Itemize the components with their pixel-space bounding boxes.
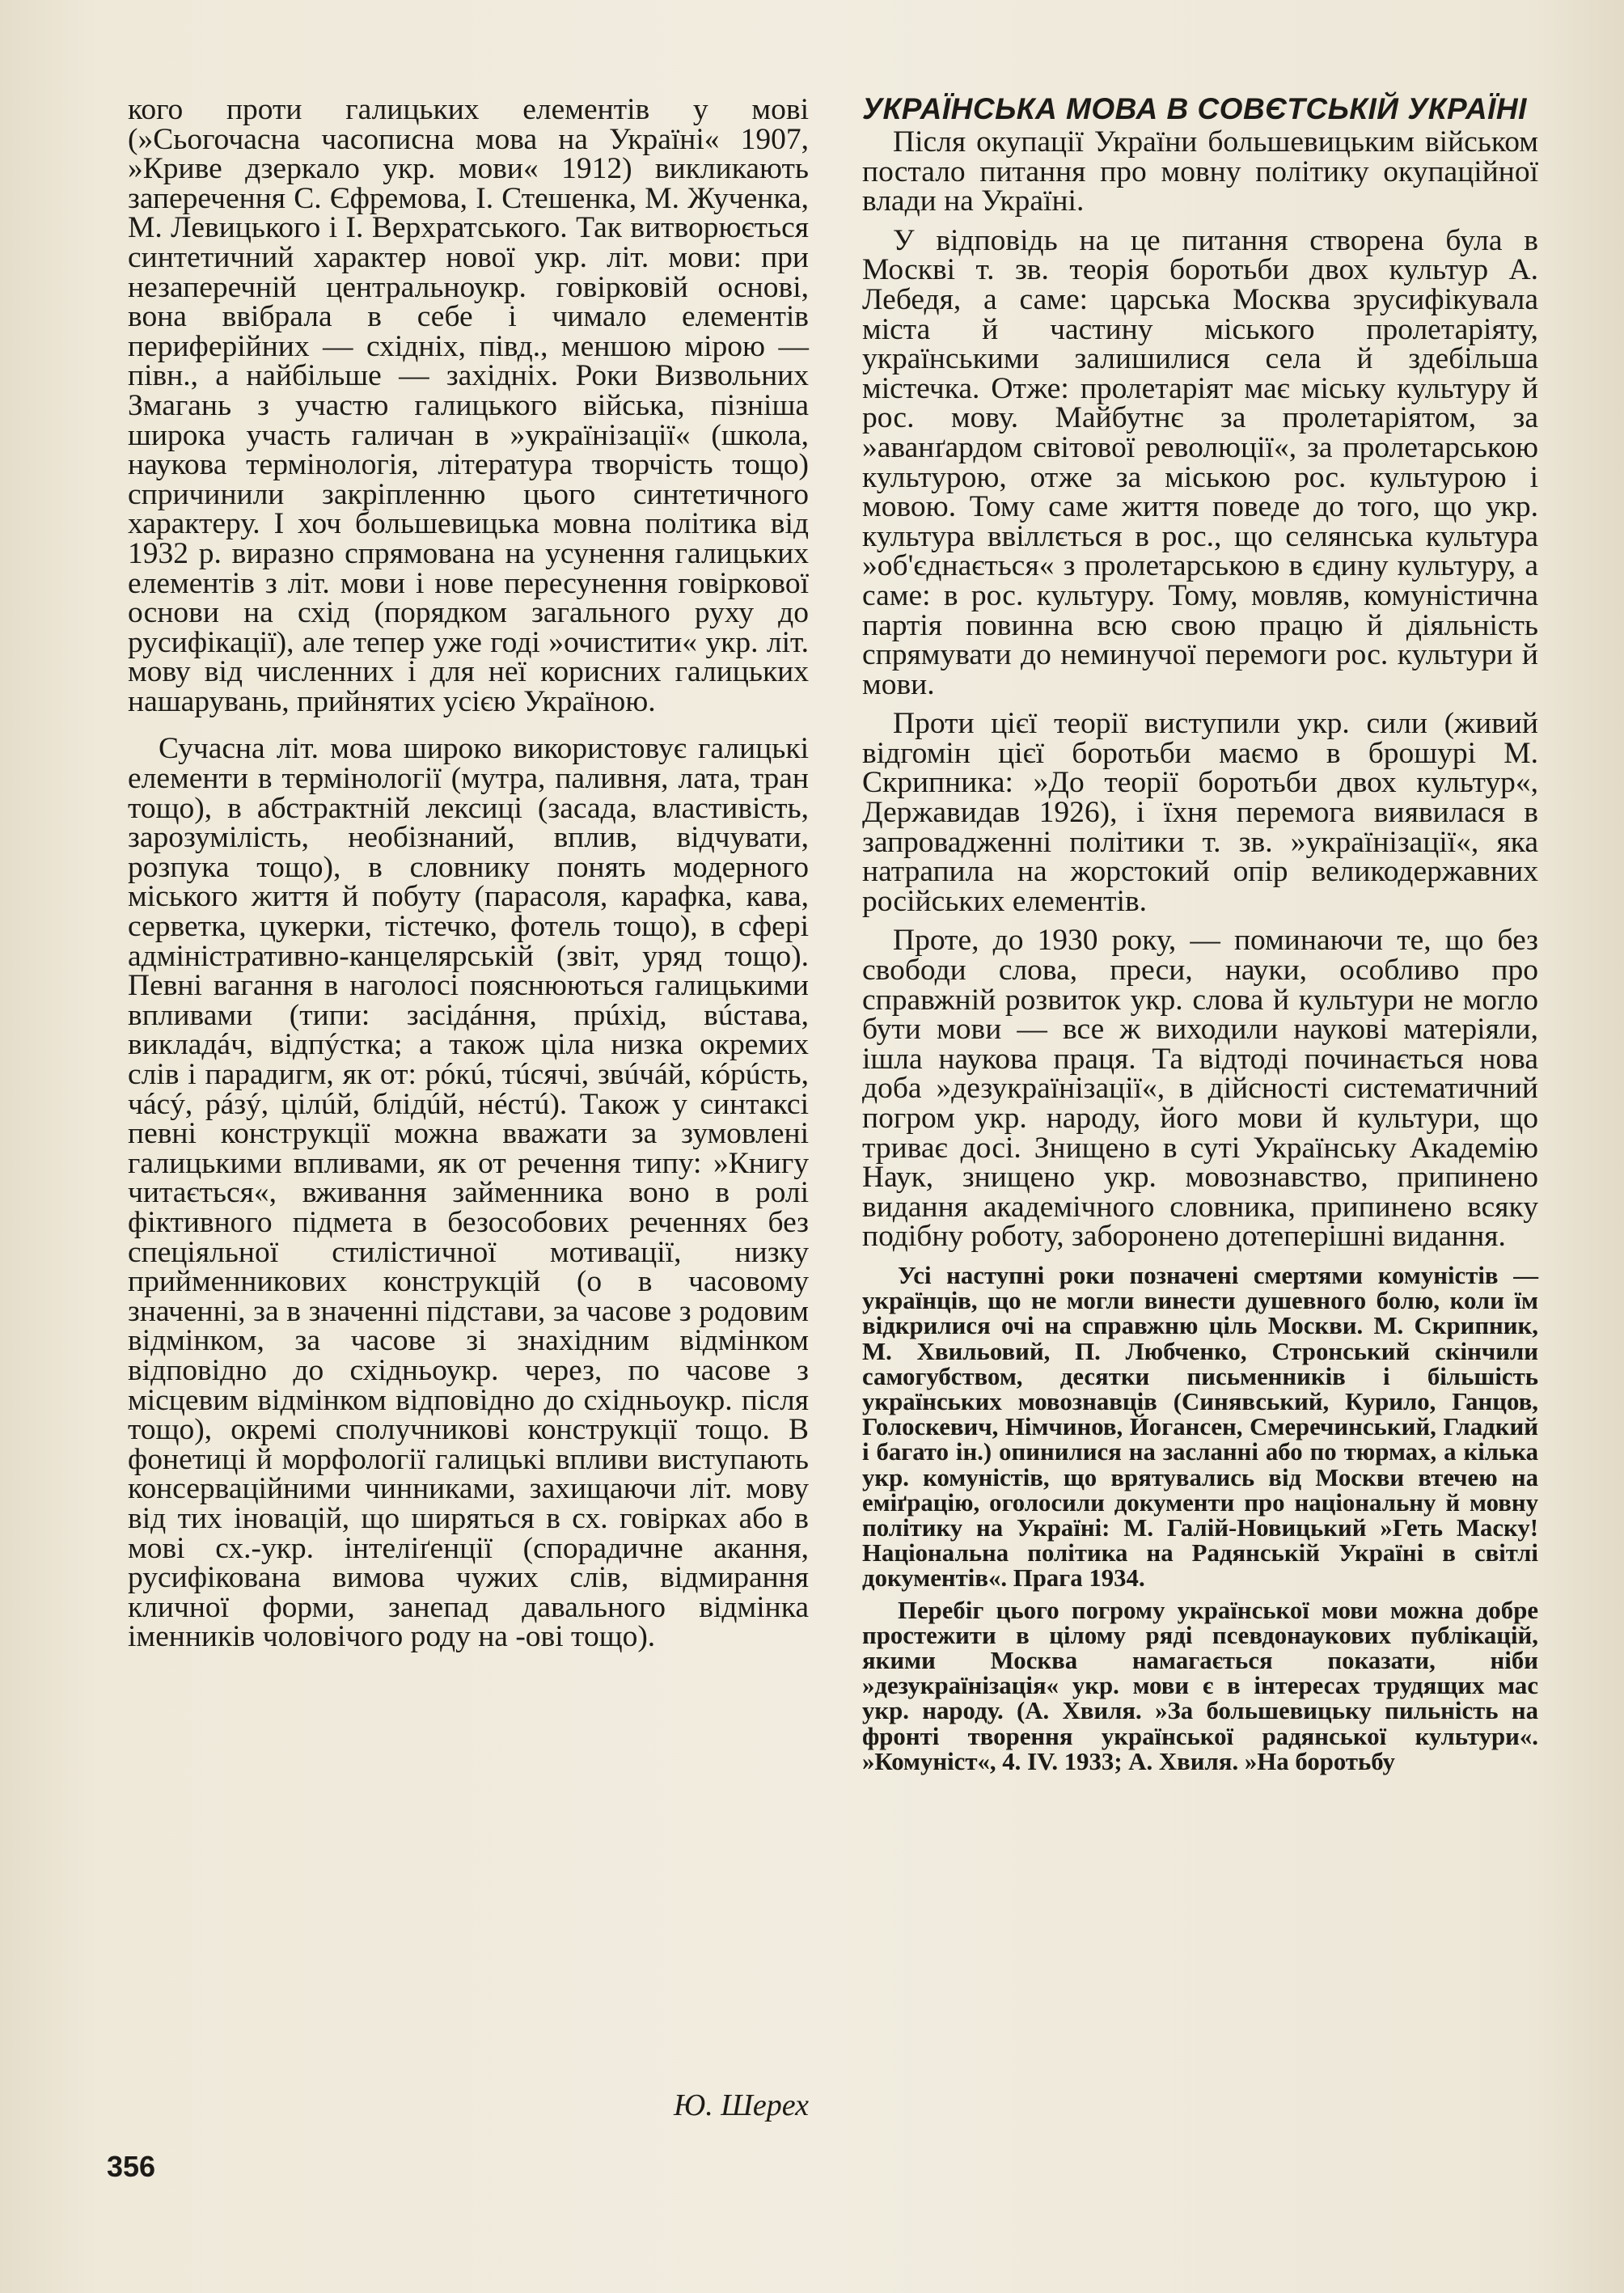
page-number: 356 [107, 2150, 156, 2183]
small-paragraph-2: Перебіг цього погрому української мови можна добре простежити в цілому ряді псевдонаукових публікацій, якими Москва намагається показати, ніби »дезукраїнізація« укр. мови є в інтересах трудящих мас укр. народу. (А. Хвиля. »За большевицьку пильність на фронті творення української радянської культури«. »Комуніст«, 4. IV. 1933; А. Хвиля. »На боротьбу [862, 1596, 1538, 1775]
right-paragraph-4: Проте, до 1930 року, — поминаючи те, що без свободи слова, преси, науки, особливо про справжній розвиток укр. слова й культури не могло бути мови — все ж виходили наукові матеріяли, ішла наукова праця. Та відтоді починається нова доба »дезукраїнізації«, в дійсності систематичний погром укр. народу, його мови й культури, що триває досі. Знищено в суті Українську Академію Наук, знищено укр. мовознавство, припинено видання академічного словника, припинено всяку подібну роботу, заборонено дотеперішні видання. [862, 924, 1538, 1254]
right-paragraph-1: Після окупації України большевицьким військом постало питання про мовну політику окупаційної влади на Україні. [862, 125, 1538, 218]
left-paragraph-2: Сучасна літ. мова широко використовує галицькі елементи в термінології (мутра, паливня, лата, тран тощо), в абстрактній лексиці (засада, властивість, зарозумілість, необізнаний, вплив, відчувати, розпука тощо), в словнику понять модерного міського життя й побуту (парасоля, карафка, кава, серветка, цукерки, тістечко, фотель тощо), в сфері адміністративно-канцелярській (звіт, уряд тощо). Певні вагання в наголосі пояснюються галицькими впливами (типи: засідáння, прúхід, вúстава, викладáч, відпýстка; а також ціла низка окремих слів і парадигм, як от: рóкú, тúсячі, звúчáй, кóрúсть, чáсý, рáзý, цілúй, блідúй, нéстú). Також у синтаксі певні конструкції можна вважати за зумовлені галицькими впливами, як от речення типу: »Книгу читається«, вживання займенника воно в ролі фіктивного підмета в безособових реченнях без спеціяльної стилістичної мотивації, низку прийменникових конструкцій (о в часовому значенні, за в значенні підстави, за часове з родовим відмінком, за часове зі знахідним відмінком відповідно до східньоукр. через, по часове з місцевим відмінком відповідно до східньоукр. після тощо), окремі сполучникові конструкції тощо. В фонетиці й морфології галицькі впливи виступають консерваційними чинниками, захищаючи літ. мову від тих іновацій, що ширяться в сх. говірках або в мові сх.-укр. інтеліґенції (спорадичне акання, русифікована вимова чужих слів, відмирання кличної форми, занепад давального відмінка іменників чоловічого роду на -ові тощо). [128, 732, 809, 1654]
small-paragraph-1: Усі наступні роки позначені смертями комуністів — українців, що не могли винести душевного болю, коли їм відкрилися очі на справжню ціль Москви. М. Скрипник, М. Хвильовий, П. Любченко, Стронський скінчили самогубством, десятки письменників і більшість українських мовознавців (Синявський, Курило, Ганцов, Голоскевич, Німчинов, Йогансен, Смеречинський, Гладкий і багато ін.) опинилися на засланні або по тюрмах, а кілька укр. комуністів, що врятувались від Москви втечею на еміґрацію, оголосили документи про національну й мовну політику на Україні: М. Галій-Новицький »Геть Маску! Національна політика на Радянській Україні в світлі документів«. Прага 1934. [862, 1261, 1538, 1593]
author-signature: Ю. Шерех [674, 2088, 809, 2122]
right-paragraph-3: Проти цієї теорії виступили укр. сили (живий відгомін цієї боротьби маємо в брошурі М. Скрипника: »До теорії боротьби двох культур«, Державидав 1926), і їхня перемога виявилася в запровадженні політики т. зв. »українізації«, яка натрапила на жорстокий опір великодержавних російських елементів. [862, 707, 1538, 918]
small-print-section [862, 1263, 1538, 1775]
article-title: УКРАЇНСЬКА МОВА В СОВЄТСЬКІЙ УКРАЇНІ [862, 92, 1527, 125]
right-paragraph-2: У відповідь на це питання створена була в Москві т. зв. теорія боротьби двох культур А. Лебедя, а саме: царська Москва зрусифікувала міста й частину міського пролетаріяту, українськими залишилися села й здебільша містечка. Отже: пролетаріят має міську культуру й рос. мову. Майбутнє за пролетаріятом, за »аванґардом світової революції«, за пролетарською культурою, отже за міською рос. культурою і мовою. Тому саме життя поведе до того, що укр. культура ввіллється в рос., що селянська культура »об'єднається« з пролетарською в єдину культуру, а саме: в рос. культуру. Тому, мовляв, комуністична партія повинна всю свою працю й діяльність спрямувати до неминучої перемоги рос. культури й мови. [862, 223, 1538, 701]
left-column [128, 95, 809, 1652]
right-column [862, 92, 1538, 1775]
left-paragraph-1: кого проти галицьких елементів у мові (»Сьогочасна часописна мова на Україні« 1907, »Криве дзеркало укр. мови« 1912) викликають заперечення С. Єфремова, І. Стешенка, М. Жученка, М. Левицького і І. Верхратського. Так витворюється синтетичний характер нової укр. літ. мови: при незаперечній центральноукр. говірковій основі, вона ввібрала в себе і чимало елементів периферійних — східніх, півд., меншою мірою — півн., а найбільше — західніх. Роки Визвольних Змагань з участю галицького війська, пізніша широка участь галичан в »українізації« (школа, наукова термінологія, література творчість тощо) спричинили закріпленню цього синтетичного характеру. І хоч большевицька мовна політика від 1932 р. виразно спрямована на усунення галицьких елементів з літ. мови і нове пересунення говіркової основи на схід (порядком загального руху до русифікації), але тепер уже годі »очистити« укр. літ. мову від численних і для неї корисних галицьких нашарувань, прийнятих усією Україною. [128, 93, 809, 718]
